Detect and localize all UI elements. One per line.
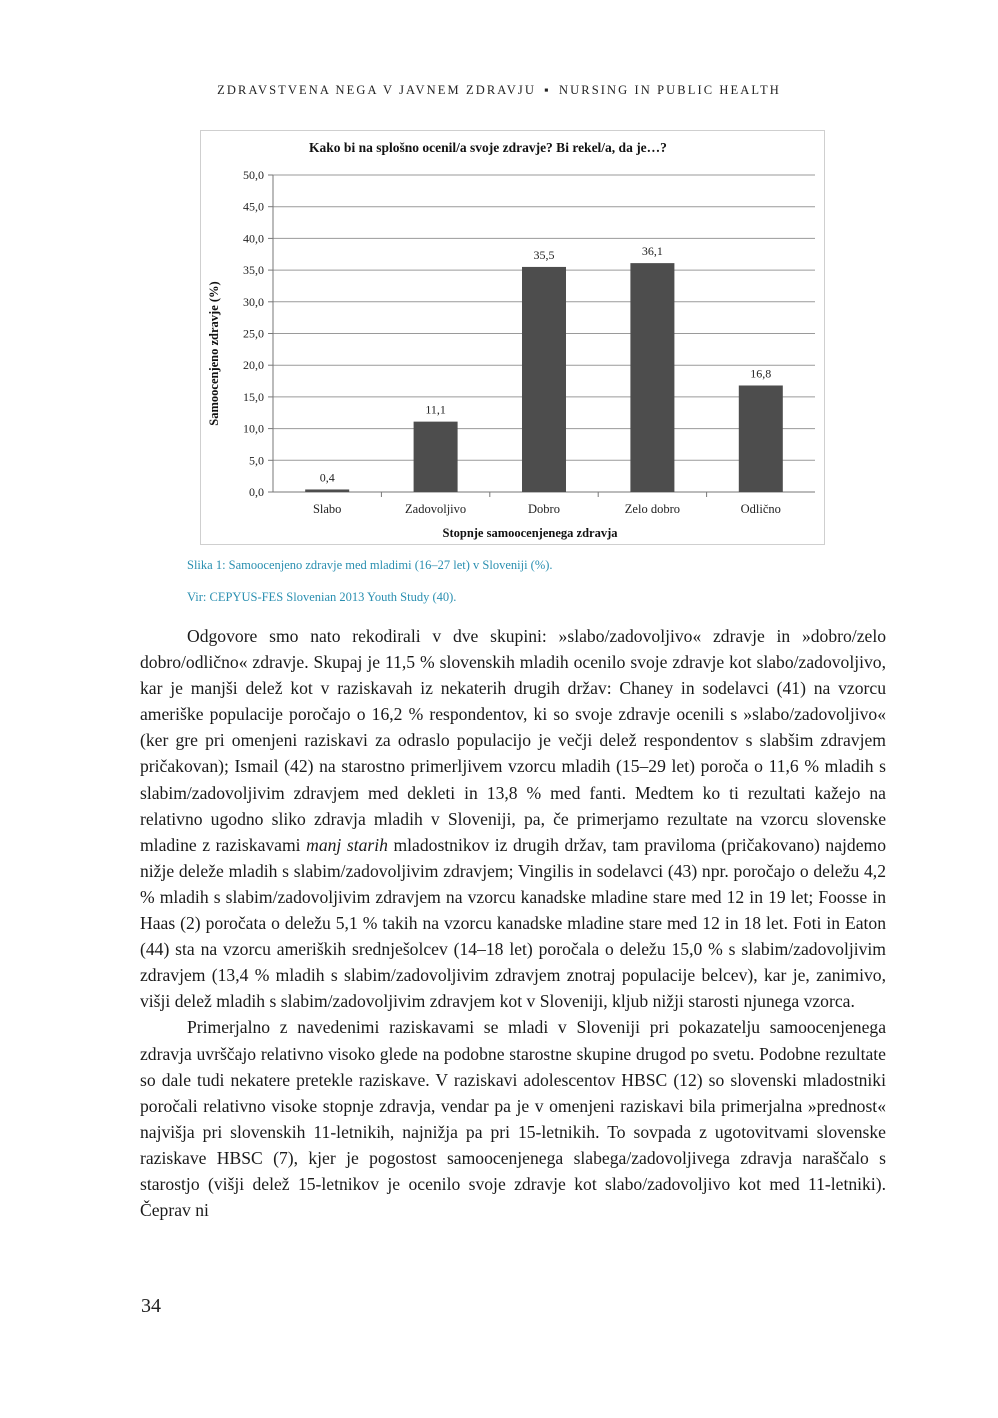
y-tick-label: 20,0 [243,358,264,373]
y-axis-title: Samoocenjeno zdravje (%) [207,281,221,426]
y-tick-label: 50,0 [243,168,264,182]
y-tick-label: 30,0 [243,294,264,309]
y-tick-label: 10,0 [243,421,264,436]
data-label: 36,1 [641,244,663,259]
y-tick-label: 45,0 [243,199,264,214]
y-tick-label: 5,0 [249,453,264,468]
x-tick-label: Slabo [312,502,342,516]
y-tick-label: 15,0 [243,389,264,404]
y-tick-label: 35,0 [243,263,264,278]
body-text [140,623,886,1223]
y-tick-label: 40,0 [243,231,264,246]
running-header-right: NURSING IN PUBLIC HEALTH [559,83,781,97]
paragraph-1-part-b: mladostnikov iz drugih držav, tam praviloma (pričakovano) najdemo nižje deleže mladih s slabim/zadovoljivim zdravjem; Vingilis in sodelavci (43) npr. poročajo o deležu 4,2 % mladih s slabim/zadovoljivim zdravjem na vzorcu kanadske mladine stare med 12 in 19 let; Foosse in Haas (2) poročata o deležu 5,1 % takih na vzorcu kanadske mladine stare med 12 in 18 let. Foti in Eaton (44) sta na vzorcu ameriških srednješolcev (14–18 let) poročala o deležu 15,0 % s slabim/zadovoljivim zdravjem (13,4 % mladih s slabim/zadovoljivim zdravjem znotraj populacije belcev), kar je, zanimivo, višji delež mladih s slabim/zadovoljivim zdravjem kot v Sloveniji, kljub nižji starosti njunega vzorca. [140,834,886,1012]
x-tick-label: Odlično [740,502,781,516]
figure-source: Vir: CEPYUS-FES Slovenian 2013 Youth Study (40). [187,590,457,604]
paragraph-1 [140,623,886,1014]
bar-slabo [305,489,349,492]
x-tick-label: Zadovoljivo [405,502,467,516]
x-tick-label: Zelo dobro [624,502,681,516]
x-axis-title: Stopnje samoocenjenega zdravja [442,526,618,540]
paragraph-1-emphasis: manj starih [306,834,388,855]
y-tick-label: 0,0 [249,485,264,499]
bar-zelo-dobro [630,263,674,492]
y-tick-label: 25,0 [243,326,264,341]
bar-chart [200,130,825,545]
bar-odlično [739,385,783,492]
x-tick-label: Dobro [528,502,560,516]
running-header [0,83,998,98]
data-label: 35,5 [533,247,555,262]
data-label: 16,8 [750,366,772,381]
data-label: 11,1 [425,402,446,417]
running-header-separator: ▪ [544,83,551,97]
figure-caption: Slika 1: Samoocenjeno zdravje med mladimi (16–27 let) v Sloveniji (%). [187,558,553,572]
bar-chart-svg [201,131,826,546]
bar-zadovoljivo [414,422,458,492]
running-header-left: ZDRAVSTVENA NEGA V JAVNEM ZDRAVJU [217,83,537,97]
chart-title: Kako bi na splošno ocenil/a svoje zdravje? Bi rekel/a, da je…? [309,140,667,155]
page-number: 34 [141,1295,161,1317]
data-label: 0,4 [319,470,335,485]
paragraph-1-part-a: Odgovore smo nato rekodirali v dve skupini: »slabo/zadovoljivo« zdravje in »dobro/zelo dobro/odlično« zdravje. Skupaj je 11,5 % slovenskih mladih ocenilo svoje zdravje kot slabo/zadovoljivo, kar je manjši delež kot v raziskavah iz nekaterih drugih držav: Chaney in sodelavci (41) na vzorcu ameriške populacije poročajo o 16,2 % respondentov, ki so svoje zdravje ocenili s »slabo/zadovoljivo« (ker gre pri omenjeni raziskavi za odraslo populacijo je večji delež respondentov s slabšim zdravjem pričakovan); Ismail (42) na starostno primerljivem vzorcu mladih (15–29 let) poroča o 11,6 % mladih s slabim/zadovoljivim zdravjem med dekleti in 13,8 % med fanti. Medtem ko ti rezultati kažejo na relativno ugodno sliko zdravja mladih v Sloveniji, pa, če primerjamo rezultate na vzorcu slovenske mladine z raziskavami [140,626,886,855]
bar-dobro [522,267,566,492]
paragraph-2: Primerjalno z navedenimi raziskavami se mladi v Sloveniji pri pokazatelju samoocenjenega zdravja uvrščajo relativno visoko glede na podobne starostne skupine drugod po svetu. Podobne rezultate so dale tudi nekatere pretekle raziskave. V raziskavi adolescentov HBSC (12) so slovenski mladostniki poročali relativno visoke stopnje zdravja, vendar pa je v omenjeni raziskavi bila primerjalna »prednost« najvišja pri slovenskih 11-letnikih, najnižja pa pri 15-letnikih. To sovpada z ugotovitvami slovenske raziskave HBSC (7), kjer je pogostost samoocenjenega slabega/zadovoljivega zdravja naraščalo s starostjo (višji delež 15-letnikov je ocenilo svoje zdravje kot slabo/zadovoljivo kot med 11-letniki). Čeprav ni [140,1017,886,1221]
